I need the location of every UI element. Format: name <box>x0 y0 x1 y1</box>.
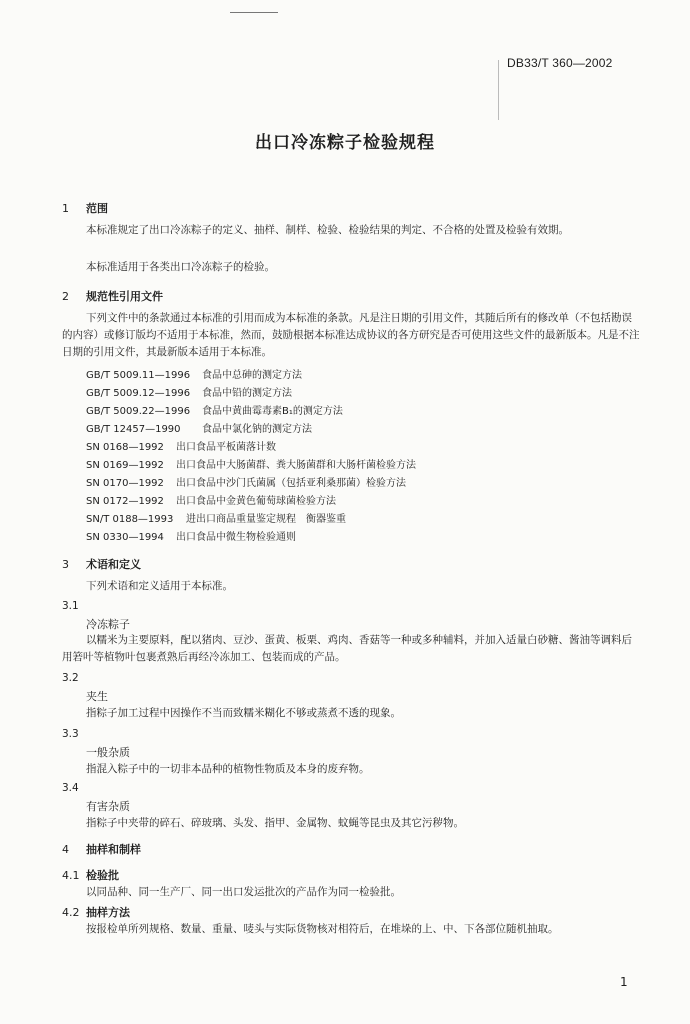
subsection-4-2-text: 按报检单所列规格、数量、重量、唛头与实际货物核对相符后，在堆垛的上、中、下各部位随机抽取。 <box>86 923 559 935</box>
standard-code: DB33/T 360—2002 <box>507 56 613 70</box>
section-2-heading <box>62 288 163 304</box>
section-4-heading <box>62 841 141 857</box>
reference-item <box>86 474 406 489</box>
section-title: 规范性引用文件 <box>86 290 163 303</box>
reference-code: SN 0330—1994 <box>86 532 164 543</box>
section-title: 抽样和制样 <box>86 843 141 856</box>
reference-title: 食品中黄曲霉毒素B₁的测定方法 <box>202 406 343 417</box>
scan-mark <box>498 60 499 120</box>
reference-title: 出口食品中大肠菌群、粪大肠菌群和大肠杆菌检验方法 <box>176 460 416 471</box>
term-definition: 指混入粽子中的一切非本品种的植物性物质及本身的废弃物。 <box>86 763 370 775</box>
term-definition: 指粽子加工过程中因操作不当而致糯米糊化不够或蒸煮不透的现象。 <box>86 707 401 719</box>
scan-mark <box>230 12 278 13</box>
section-title: 范围 <box>86 202 108 215</box>
subsection-4-1-heading <box>62 867 119 883</box>
term-number: 3.2 <box>62 672 79 684</box>
subsection-number: 4.2 <box>62 906 80 919</box>
reference-item <box>86 384 292 399</box>
subsection-number: 4.1 <box>62 869 80 882</box>
reference-title: 出口食品中金黄色葡萄球菌检验方法 <box>176 496 336 507</box>
subsection-title: 检验批 <box>86 869 119 882</box>
reference-item <box>86 456 416 471</box>
reference-title: 食品中铅的测定方法 <box>202 388 292 399</box>
reference-item <box>86 438 276 453</box>
reference-code: SN 0172—1992 <box>86 496 164 507</box>
reference-code: GB/T 5009.22—1996 <box>86 406 191 417</box>
reference-code: SN/T 0188—1993 <box>86 514 174 525</box>
section-2-intro: 下列文件中的条款通过本标准的引用而成为本标准的条款。凡是注日期的引用文件，其随后所有的修改单（不包括勘误的内容）或修订版均不适用于本标准，然而，鼓励根据本标准达成协议的各方研究是否可使用这些文件的最新版本。凡是不注日期的引用文件，其最新版本适用于本标准。 <box>62 312 640 358</box>
document-title: 出口冷冻粽子检验规程 <box>255 133 435 153</box>
reference-title: 出口食品平板菌落计数 <box>176 442 276 453</box>
reference-item <box>86 420 312 435</box>
reference-item <box>86 510 346 525</box>
section-number: 4 <box>62 843 69 856</box>
reference-item <box>86 402 343 417</box>
section-number: 3 <box>62 558 69 571</box>
term-name: 夹生 <box>86 690 108 703</box>
term-name: 冷冻粽子 <box>86 618 130 631</box>
section-1-para-1: 本标准规定了出口冷冻粽子的定义、抽样、制样、检验、检验结果的判定、不合格的处置及检验有效期。 <box>86 224 569 236</box>
reference-code: GB/T 12457—1990 <box>86 424 181 435</box>
term-definition: 指粽子中夹带的碎石、碎玻璃、头发、指甲、金属物、蚊蝇等昆虫及其它污秽物。 <box>86 817 464 829</box>
page-number: 1 <box>620 975 628 989</box>
reference-code: GB/T 5009.11—1996 <box>86 370 191 381</box>
subsection-4-2-heading <box>62 904 130 920</box>
reference-code: SN 0169—1992 <box>86 460 164 471</box>
reference-title: 食品中氯化钠的测定方法 <box>202 424 312 435</box>
section-number: 1 <box>62 202 69 215</box>
section-1-heading <box>62 200 108 216</box>
term-number: 3.3 <box>62 728 79 740</box>
term-definition: 以糯米为主要原料，配以猪肉、豆沙、蛋黄、板栗、鸡肉、香菇等一种或多种辅料，并加入适量白砂糖、酱油等调料后用箬叶等植物叶包裹煮熟后再经冷冻加工、包装而成的产品。 <box>62 634 632 663</box>
subsection-title: 抽样方法 <box>86 906 130 919</box>
reference-title: 出口食品中沙门氏菌属（包括亚利桑那菌）检验方法 <box>176 478 406 489</box>
reference-code: GB/T 5009.12—1996 <box>86 388 191 399</box>
section-1-para-2: 本标准适用于各类出口冷冻粽子的检验。 <box>86 261 275 273</box>
reference-item <box>86 366 302 381</box>
term-name: 有害杂质 <box>86 800 130 813</box>
section-number: 2 <box>62 290 69 303</box>
term-number: 3.1 <box>62 600 79 612</box>
section-3-intro: 下列术语和定义适用于本标准。 <box>86 580 233 592</box>
term-name: 一般杂质 <box>86 746 130 759</box>
reference-title: 进出口商品重量鉴定规程 衡器鉴重 <box>186 514 346 525</box>
reference-title: 食品中总砷的测定方法 <box>202 370 302 381</box>
reference-code: SN 0170—1992 <box>86 478 164 489</box>
term-number: 3.4 <box>62 782 79 794</box>
reference-item <box>86 492 336 507</box>
reference-item <box>86 528 296 543</box>
section-title: 术语和定义 <box>86 558 141 571</box>
reference-title: 出口食品中微生物检验通则 <box>176 532 296 543</box>
reference-code: SN 0168—1992 <box>86 442 164 453</box>
section-3-heading <box>62 556 141 572</box>
subsection-4-1-text: 以同品种、同一生产厂、同一出口发运批次的产品作为同一检验批。 <box>86 886 401 898</box>
